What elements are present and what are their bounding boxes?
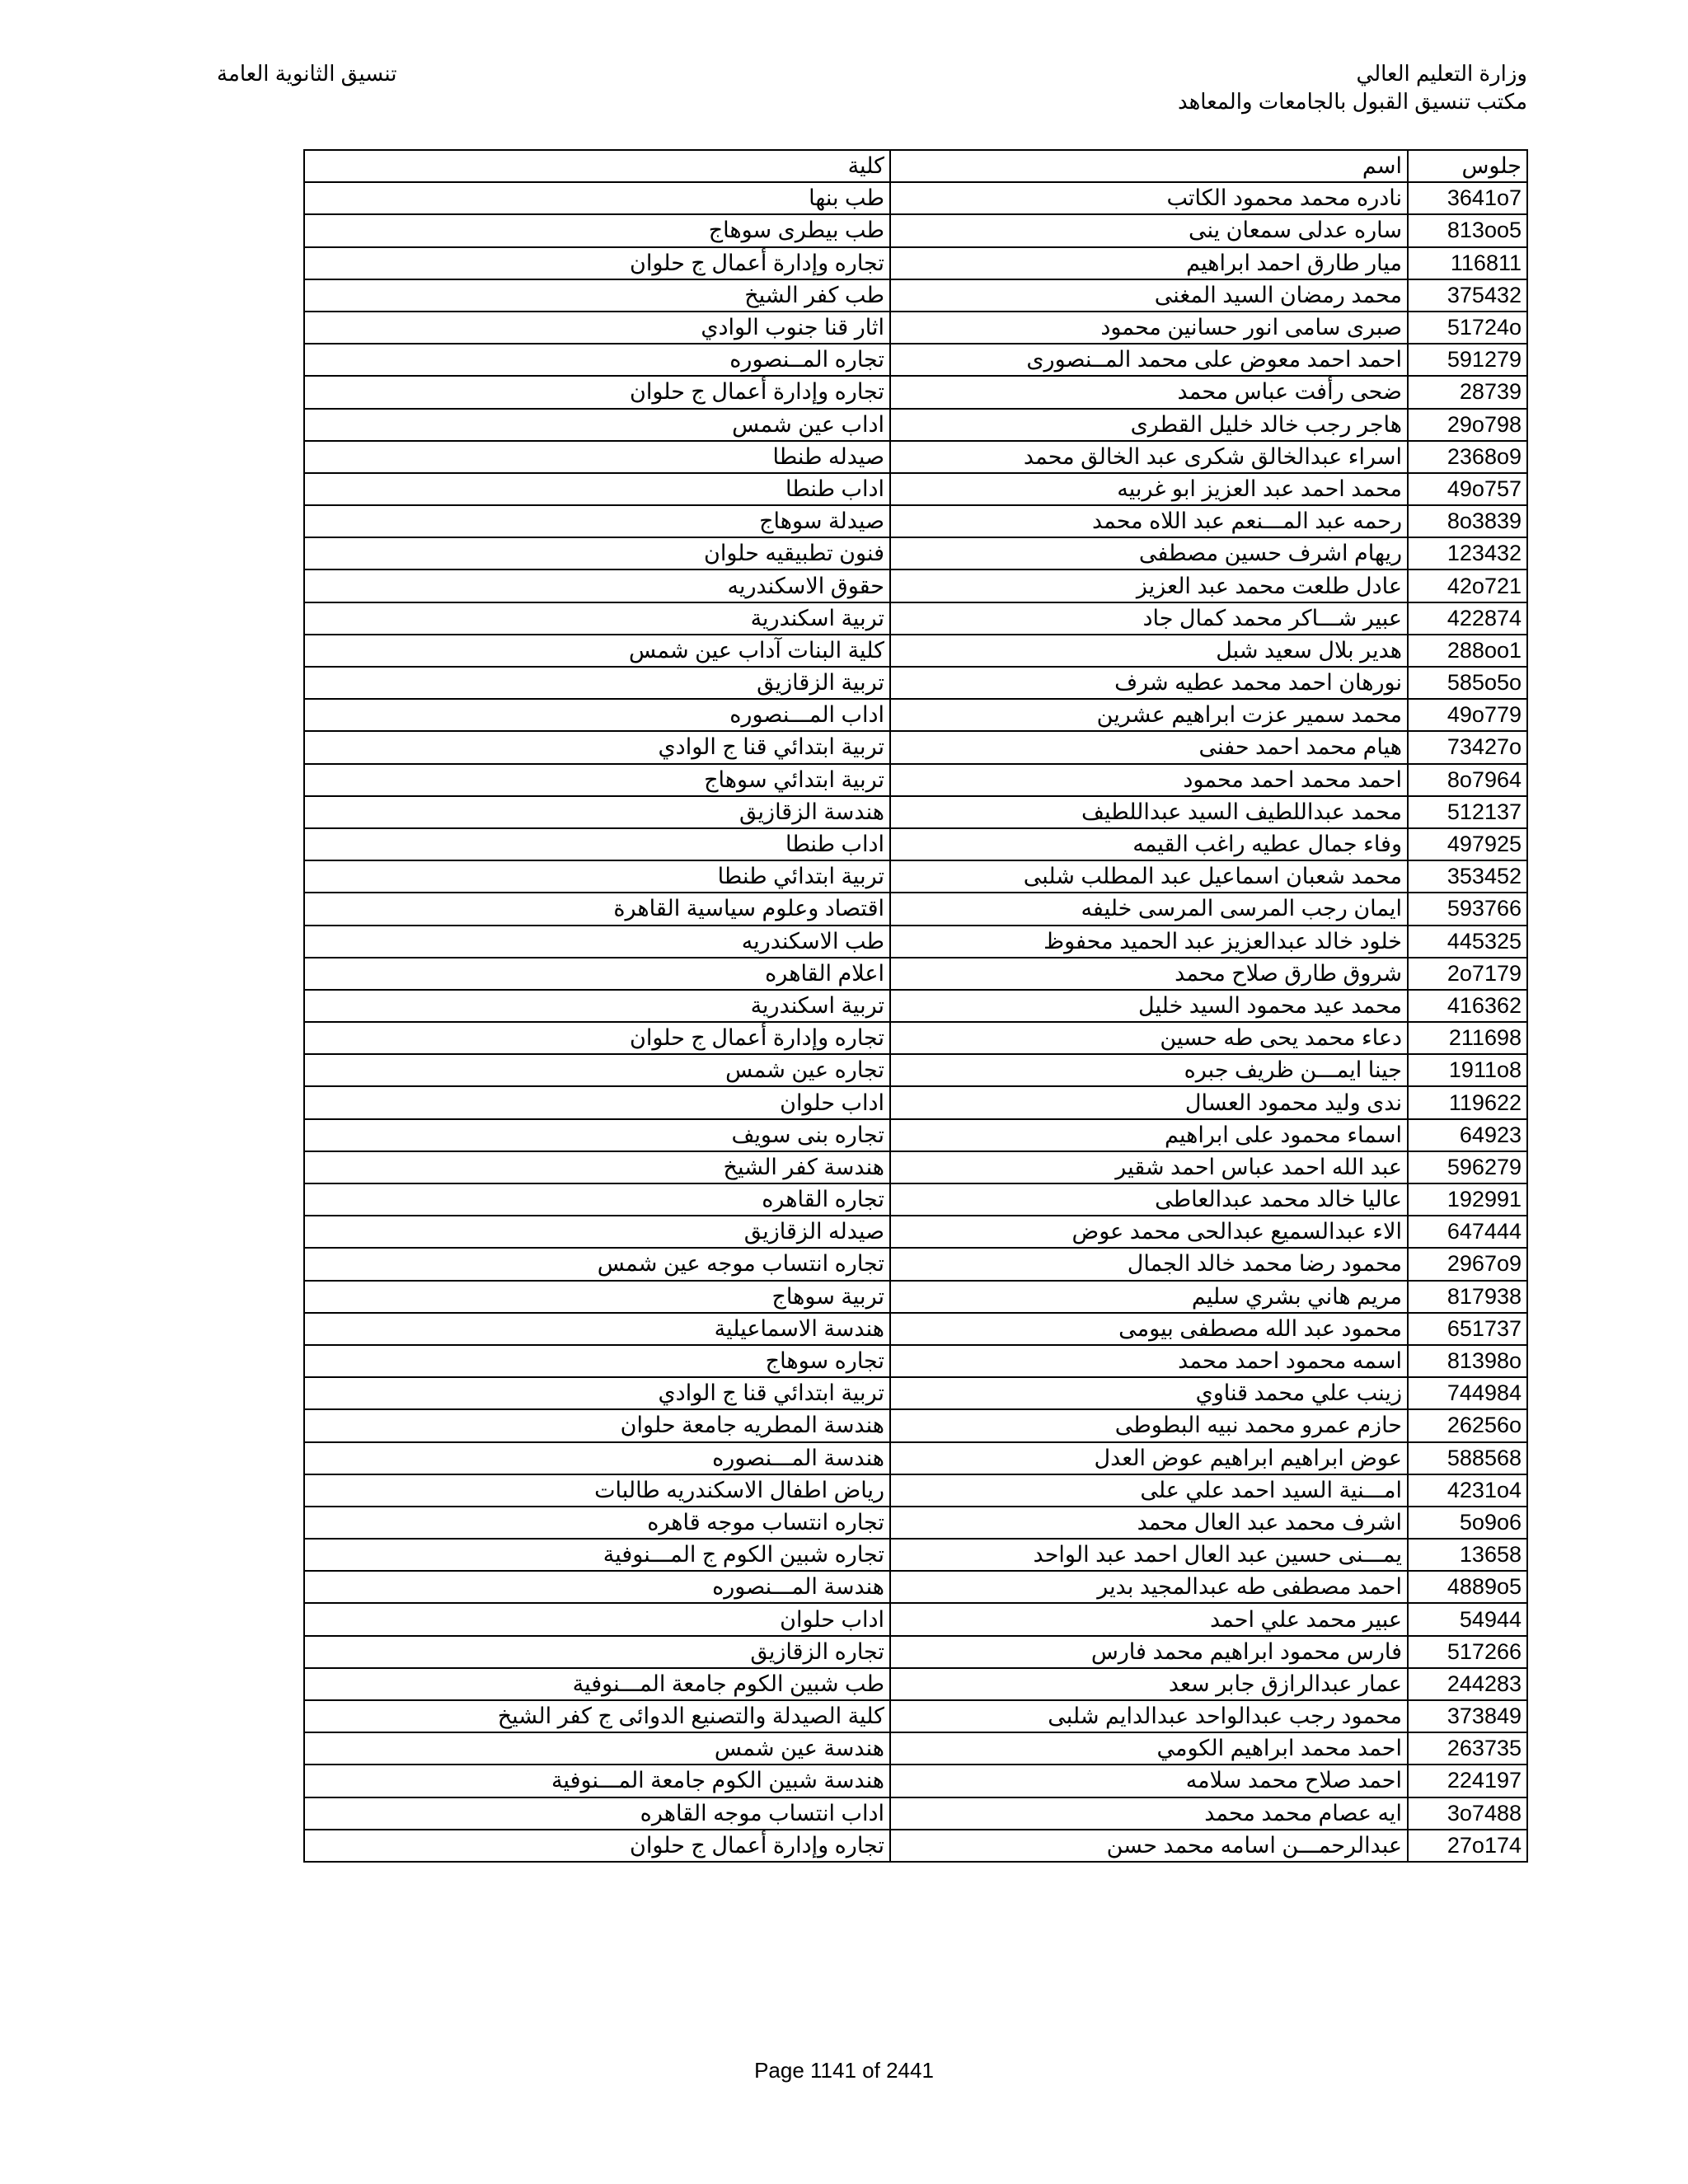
faculty-cell: اقتصاد وعلوم سياسية القاهرة — [304, 893, 890, 925]
student-name-cell: عمار عبدالرازق جابر سعد — [890, 1668, 1408, 1700]
table-row — [304, 344, 1527, 376]
seat-number-cell: 591279 — [1408, 344, 1527, 376]
seat-number-cell: 651737 — [1408, 1313, 1527, 1345]
seat-number-cell: 3641o7 — [1408, 182, 1527, 214]
student-name-cell: يمـــنى حسين عبد العال احمد عبد الواحد — [890, 1539, 1408, 1571]
student-name-cell: ايه عصام محمد محمد — [890, 1797, 1408, 1830]
faculty-cell: هندسة كفر الشيخ — [304, 1151, 890, 1183]
student-name-cell: ريهام اشرف حسين مصطفى — [890, 537, 1408, 569]
seat-number-cell: 596279 — [1408, 1151, 1527, 1183]
student-name-cell: احمد احمد معوض على محمد المــنصورى — [890, 344, 1408, 376]
faculty-cell: اعلام القاهره — [304, 958, 890, 990]
student-name-cell: شروق طارق صلاح محمد — [890, 958, 1408, 990]
table-row — [304, 1054, 1527, 1086]
seat-number-cell: 512137 — [1408, 796, 1527, 828]
student-name-cell: امـــنية السيد احمد علي على — [890, 1474, 1408, 1507]
faculty-cell: هندسة الاسماعيلية — [304, 1313, 890, 1345]
faculty-cell: اداب حلوان — [304, 1086, 890, 1118]
faculty-cell: كلية الصيدلة والتصنيع الدوائى ج كفر الشيخ — [304, 1700, 890, 1732]
seat-number-cell: 28739 — [1408, 376, 1527, 408]
seat-number-cell: 123432 — [1408, 537, 1527, 569]
seat-number-cell: 422874 — [1408, 602, 1527, 635]
student-name-cell: محمود عبد الله مصطفى بيومى — [890, 1313, 1408, 1345]
seat-number-cell: 116811 — [1408, 247, 1527, 279]
table-row — [304, 667, 1527, 699]
seat-number-cell: 119622 — [1408, 1086, 1527, 1118]
seat-number-cell: 26256o — [1408, 1409, 1527, 1441]
student-name-cell: زينب علي محمد قناوي — [890, 1377, 1408, 1409]
table-row — [304, 1345, 1527, 1377]
faculty-cell: تربية الزقازيق — [304, 667, 890, 699]
table-row — [304, 1409, 1527, 1441]
table-row — [304, 764, 1527, 796]
student-name-cell: ايمان رجب المرسى المرسى خليفه — [890, 893, 1408, 925]
seat-number-cell: 211698 — [1408, 1022, 1527, 1054]
seat-number-cell: 27o174 — [1408, 1830, 1527, 1862]
seat-number-cell: 8o7964 — [1408, 764, 1527, 796]
faculty-cell: تجاره انتساب موجه قاهره — [304, 1507, 890, 1539]
table-row — [304, 1507, 1527, 1539]
seat-number-cell: 192991 — [1408, 1183, 1527, 1216]
faculty-cell: صيدله طنطا — [304, 441, 890, 473]
student-name-cell: عوض ابراهيم ابراهيم عوض العدل — [890, 1442, 1408, 1474]
table-row — [304, 409, 1527, 441]
table-row — [304, 926, 1527, 958]
faculty-cell: تربية ابتدائي قنا ج الوادي — [304, 1377, 890, 1409]
seat-number-cell: 5o9o6 — [1408, 1507, 1527, 1539]
faculty-cell: طب كفر الشيخ — [304, 279, 890, 312]
coordination-title: تنسيق الثانوية العامة — [217, 61, 397, 86]
student-name-cell: محمود رضا محمد خالد الجمال — [890, 1248, 1408, 1280]
table-row — [304, 1281, 1527, 1313]
table-header-row — [304, 150, 1527, 182]
student-name-cell: محمد عبداللطيف السيد عبداللطيف — [890, 796, 1408, 828]
seat-number-cell: 81398o — [1408, 1345, 1527, 1377]
table-row — [304, 505, 1527, 537]
student-name-cell: ندى وليد محمود العسال — [890, 1086, 1408, 1118]
seat-number-cell: 51724o — [1408, 312, 1527, 344]
faculty-cell: هندسة المطريه جامعة حلوان — [304, 1409, 890, 1441]
seat-number-cell: 49o757 — [1408, 473, 1527, 505]
student-name-cell: هاجر رجب خالد خليل القطرى — [890, 409, 1408, 441]
faculty-cell: تربية ابتدائي طنطا — [304, 860, 890, 893]
seat-number-cell: 585o5o — [1408, 667, 1527, 699]
seat-number-cell: 288oo1 — [1408, 635, 1527, 667]
student-name-cell: هيام محمد احمد حفنى — [890, 731, 1408, 763]
seat-number-cell: 2967o9 — [1408, 1248, 1527, 1280]
student-name-cell: احمد مصطفى طه عبدالمجيد بدير — [890, 1571, 1408, 1603]
seat-number-cell: 813oo5 — [1408, 214, 1527, 246]
student-name-cell: احمد محمد ابراهيم الكومي — [890, 1732, 1408, 1765]
faculty-cell: تجاره المــنصوره — [304, 344, 890, 376]
table-row — [304, 1700, 1527, 1732]
student-name-cell: حازم عمرو محمد نبيه البطوطى — [890, 1409, 1408, 1441]
seat-number-cell: 29o798 — [1408, 409, 1527, 441]
table-row — [304, 279, 1527, 312]
student-name-cell: عبير شـــاكر محمد كمال جاد — [890, 602, 1408, 635]
faculty-cell: طب شبين الكوم جامعة المـــنوفية — [304, 1668, 890, 1700]
table-row — [304, 635, 1527, 667]
table-row — [304, 731, 1527, 763]
seat-number-cell: 2o7179 — [1408, 958, 1527, 990]
faculty-cell: تربية ابتدائي سوهاج — [304, 764, 890, 796]
faculty-cell: اداب طنطا — [304, 828, 890, 860]
student-name-cell: عاليا خالد محمد عبدالعاطى — [890, 1183, 1408, 1216]
page-number: Page 1141 of 2441 — [754, 2058, 934, 2083]
student-name-cell: ميار طارق احمد ابراهيم — [890, 247, 1408, 279]
table-row — [304, 312, 1527, 344]
faculty-cell: تجاره انتساب موجه عين شمس — [304, 1248, 890, 1280]
student-name-cell: مريم هاني بشري سليم — [890, 1281, 1408, 1313]
student-name-cell: رحمه عبد المـــنعم عبد اللاه محمد — [890, 505, 1408, 537]
seat-number-cell: 445325 — [1408, 926, 1527, 958]
seat-number-cell: 2368o9 — [1408, 441, 1527, 473]
seat-number-cell: 4889o5 — [1408, 1571, 1527, 1603]
faculty-cell: تجاره وإدارة أعمال ج حلوان — [304, 376, 890, 408]
table-row — [304, 1636, 1527, 1668]
faculty-cell: رياض اطفال الاسكندريه طالبات — [304, 1474, 890, 1507]
table-row — [304, 1313, 1527, 1345]
table-row — [304, 699, 1527, 731]
table-row — [304, 860, 1527, 893]
student-name-cell: اشرف محمد عبد العال محمد — [890, 1507, 1408, 1539]
faculty-cell: طب الاسكندريه — [304, 926, 890, 958]
student-name-cell: محمود رجب عبدالواحد عبدالدايم شلبى — [890, 1700, 1408, 1732]
student-name-cell: محمد شعبان اسماعيل عبد المطلب شلبى — [890, 860, 1408, 893]
seat-number-cell: 1911o8 — [1408, 1054, 1527, 1086]
student-name-cell: عادل طلعت محمد عبد العزيز — [890, 569, 1408, 602]
table-row — [304, 214, 1527, 246]
table-row — [304, 441, 1527, 473]
faculty-cell: صيدله الزقازيق — [304, 1216, 890, 1248]
table-row — [304, 376, 1527, 408]
student-name-cell: ضحى رأفت عباس محمد — [890, 376, 1408, 408]
seat-number-cell: 353452 — [1408, 860, 1527, 893]
seat-number-cell: 4231o4 — [1408, 1474, 1527, 1507]
table-row — [304, 1377, 1527, 1409]
seat-number-cell: 588568 — [1408, 1442, 1527, 1474]
seat-number-cell: 73427o — [1408, 731, 1527, 763]
table-row — [304, 1830, 1527, 1862]
faculty-cell: تجاره سوهاج — [304, 1345, 890, 1377]
seat-number-cell: 49o779 — [1408, 699, 1527, 731]
seat-number-cell: 517266 — [1408, 1636, 1527, 1668]
table-row — [304, 893, 1527, 925]
seat-number-cell: 593766 — [1408, 893, 1527, 925]
seat-number-cell: 54944 — [1408, 1603, 1527, 1635]
table-row — [304, 990, 1527, 1022]
faculty-cell: هندسة المـــنصوره — [304, 1442, 890, 1474]
faculty-cell: تجاره وإدارة أعمال ج حلوان — [304, 1022, 890, 1054]
faculty-cell: تجاره شبين الكوم ج المـــنوفية — [304, 1539, 890, 1571]
table-row — [304, 1086, 1527, 1118]
seat-number-cell: 497925 — [1408, 828, 1527, 860]
faculty-cell: اداب حلوان — [304, 1603, 890, 1635]
seat-number-cell: 647444 — [1408, 1216, 1527, 1248]
seat-number-cell: 244283 — [1408, 1668, 1527, 1700]
table-row — [304, 1442, 1527, 1474]
student-name-cell: محمد احمد عبد العزيز ابو غربيه — [890, 473, 1408, 505]
seat-number-cell: 373849 — [1408, 1700, 1527, 1732]
student-name-cell: احمد محمد احمد محمود — [890, 764, 1408, 796]
faculty-cell: تجاره وإدارة أعمال ج حلوان — [304, 1830, 890, 1862]
table-row — [304, 1119, 1527, 1151]
table-row — [304, 602, 1527, 635]
faculty-cell: فنون تطبيقيه حلوان — [304, 537, 890, 569]
faculty-cell: اداب المـــنصوره — [304, 699, 890, 731]
seat-number-cell: 744984 — [1408, 1377, 1527, 1409]
faculty-cell: هندسة شبين الكوم جامعة المـــنوفية — [304, 1765, 890, 1797]
faculty-cell: تربية ابتدائي قنا ج الوادي — [304, 731, 890, 763]
ministry-title: وزارة التعليم العالي — [1356, 61, 1527, 86]
faculty-cell: هندسة عين شمس — [304, 1732, 890, 1765]
table-row — [304, 569, 1527, 602]
seat-number-cell: 416362 — [1408, 990, 1527, 1022]
student-name-cell: محمد سمير عزت ابراهيم عشرين — [890, 699, 1408, 731]
table-row — [304, 958, 1527, 990]
student-name-cell: ساره عدلى سمعان ينى — [890, 214, 1408, 246]
student-name-cell: محمد عيد محمود السيد خليل — [890, 990, 1408, 1022]
faculty-cell: هندسة المـــنصوره — [304, 1571, 890, 1603]
faculty-cell: تجاره الزقازيق — [304, 1636, 890, 1668]
student-name-cell: فارس محمود ابراهيم محمد فارس — [890, 1636, 1408, 1668]
student-name-cell: نورهان احمد محمد عطيه شرف — [890, 667, 1408, 699]
table-row — [304, 247, 1527, 279]
student-name-cell: جينا ايمـــن ظريف جبره — [890, 1054, 1408, 1086]
student-name-cell: اسمه محمود احمد محمد — [890, 1345, 1408, 1377]
table-row — [304, 1022, 1527, 1054]
results-table — [303, 149, 1528, 1863]
faculty-cell: تجاره عين شمس — [304, 1054, 890, 1086]
faculty-cell: تجاره بنى سويف — [304, 1119, 890, 1151]
faculty-cell: تجاره وإدارة أعمال ج حلوان — [304, 247, 890, 279]
office-title: مكتب تنسيق القبول بالجامعات والمعاهد — [1177, 89, 1527, 114]
seat-number-cell: 42o721 — [1408, 569, 1527, 602]
student-name-cell: اسماء محمود على ابراهيم — [890, 1119, 1408, 1151]
faculty-cell: تربية اسكندرية — [304, 990, 890, 1022]
faculty-cell: هندسة الزقازيق — [304, 796, 890, 828]
table-row — [304, 796, 1527, 828]
seat-number-cell: 64923 — [1408, 1119, 1527, 1151]
student-name-cell: خلود خالد عبدالعزيز عبد الحميد محفوظ — [890, 926, 1408, 958]
table-row — [304, 182, 1527, 214]
table-row — [304, 1732, 1527, 1765]
student-name-cell: دعاء محمد يحى طه حسين — [890, 1022, 1408, 1054]
student-name-cell: عبدالرحمـــن اسامه محمد حسن — [890, 1830, 1408, 1862]
table-row — [304, 1765, 1527, 1797]
student-name-cell: نادره محمد محمود الكاتب — [890, 182, 1408, 214]
seat-number-cell: 817938 — [1408, 1281, 1527, 1313]
header-right — [1178, 59, 1527, 115]
student-name-cell: عبد الله احمد عباس احمد شقير — [890, 1151, 1408, 1183]
table-row — [304, 828, 1527, 860]
student-name-cell: احمد صلاح محمد سلامه — [890, 1765, 1408, 1797]
faculty-cell: تربية سوهاج — [304, 1281, 890, 1313]
faculty-cell: اثار قنا جنوب الوادي — [304, 312, 890, 344]
table-row — [304, 1183, 1527, 1216]
faculty-cell: تربية اسكندرية — [304, 602, 890, 635]
seat-number-cell: 8o3839 — [1408, 505, 1527, 537]
table-row — [304, 1603, 1527, 1635]
student-name-cell: عبير محمد علي احمد — [890, 1603, 1408, 1635]
column-header-seat: جلوس — [1408, 150, 1527, 182]
faculty-cell: تجاره القاهره — [304, 1183, 890, 1216]
seat-number-cell: 375432 — [1408, 279, 1527, 312]
table-row — [304, 1668, 1527, 1700]
student-name-cell: هدير بلال سعيد شبل — [890, 635, 1408, 667]
faculty-cell: اداب عين شمس — [304, 409, 890, 441]
faculty-cell: كلية البنات آداب عين شمس — [304, 635, 890, 667]
faculty-cell: طب بيطرى سوهاج — [304, 214, 890, 246]
student-name-cell: الاء عبدالسميع عبدالحى محمد عوض — [890, 1216, 1408, 1248]
seat-number-cell: 263735 — [1408, 1732, 1527, 1765]
table-row — [304, 1571, 1527, 1603]
column-header-name: اسم — [890, 150, 1408, 182]
student-name-cell: صبرى سامى انور حسانين محمود — [890, 312, 1408, 344]
table-row — [304, 1151, 1527, 1183]
table-row — [304, 537, 1527, 569]
table-row — [304, 1797, 1527, 1830]
student-name-cell: وفاء جمال عطيه راغب القيمه — [890, 828, 1408, 860]
table-row — [304, 1539, 1527, 1571]
column-header-faculty: كلية — [304, 150, 890, 182]
faculty-cell: حقوق الاسكندريه — [304, 569, 890, 602]
table-row — [304, 1248, 1527, 1280]
seat-number-cell: 224197 — [1408, 1765, 1527, 1797]
faculty-cell: اداب انتساب موجه القاهره — [304, 1797, 890, 1830]
seat-number-cell: 3o7488 — [1408, 1797, 1527, 1830]
student-name-cell: اسراء عبدالخالق شكرى عبد الخالق محمد — [890, 441, 1408, 473]
seat-number-cell: 13658 — [1408, 1539, 1527, 1571]
table-row — [304, 1216, 1527, 1248]
faculty-cell: طب بنها — [304, 182, 890, 214]
student-name-cell: محمد رمضان السيد المغنى — [890, 279, 1408, 312]
table-body — [304, 182, 1527, 1862]
faculty-cell: صيدلة سوهاج — [304, 505, 890, 537]
table-row — [304, 473, 1527, 505]
faculty-cell: اداب طنطا — [304, 473, 890, 505]
table-row — [304, 1474, 1527, 1507]
